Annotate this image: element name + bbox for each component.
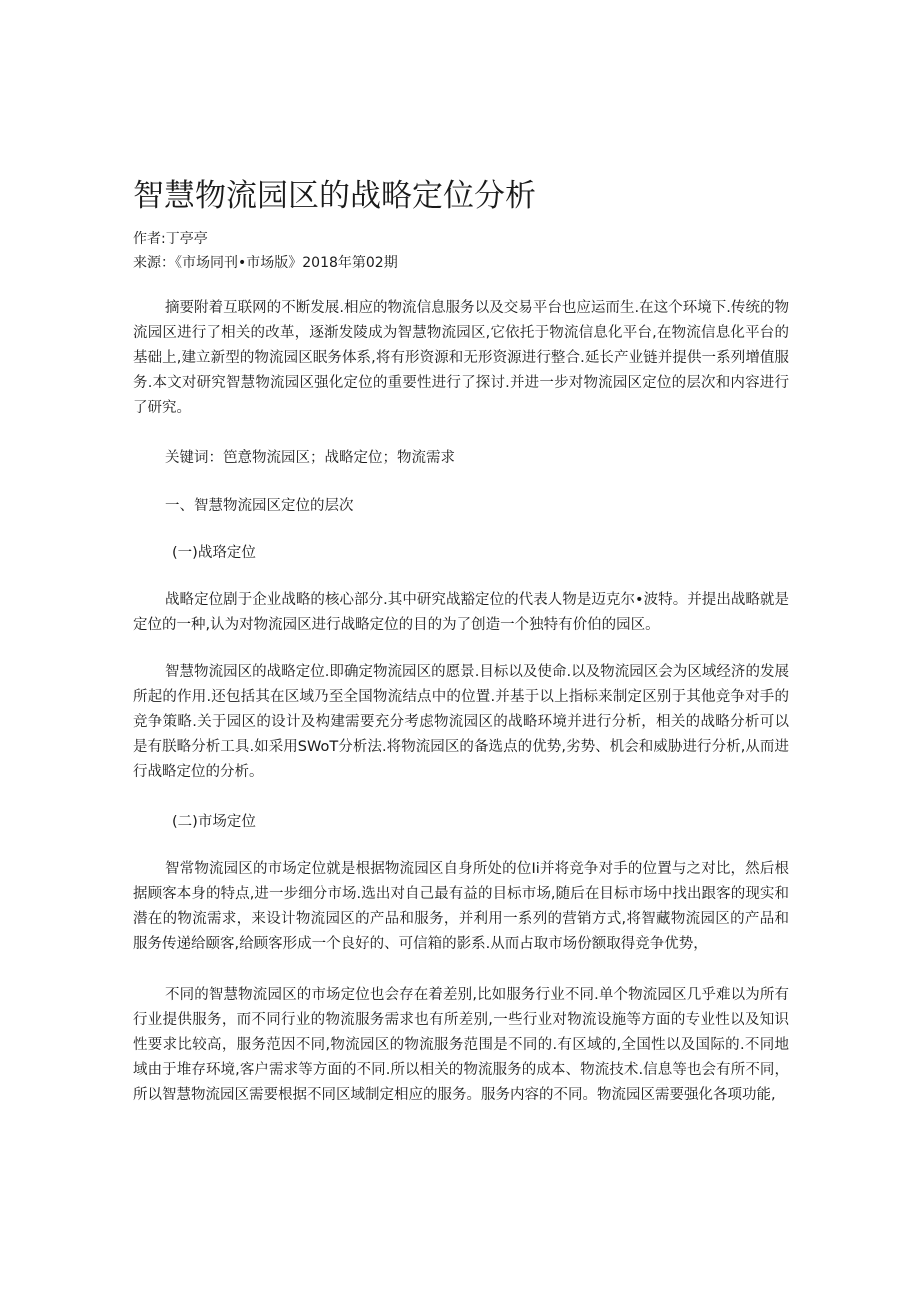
keywords-line: 关键词：笆意物流园区；战略定位；物流需求 [165,450,455,466]
market-paragraph-1: 智常物流园区的市场定位就是根据物流园区自身所处的位Ii并将竞争对手的位置与之对比，然后根据顾客本身的特点,进一步细分市场.选出对自己最有益的目标市场,随后在目标市场中找出跟客的现实和潜在的物流需求，来设计物流园区的产品和服务，并利用一系列的营销方式,将智藏物流园区的产品和服务传递给颐客,给顾客形成一个良好的、可信箱的影系.从而占取市场份额取得竞争优势， [133,861,789,952]
article-title: 智慧物流园区的战略定位分析 [133,178,536,214]
source-line: 来源：《市场同刊•市场版》2018年第02期 [133,255,398,271]
subheading-strategic-positioning: (一)战珞定位 [172,545,256,561]
strategy-paragraph-1: 战略定位剧于企业战略的核心部分.其中研究战豁定位的代表人物是迈克尔•波特。并提出战略就是定位的一种,认为对物流园区进行战略定位的目的为了创造一个独特有价伯的园区。 [133,592,789,633]
market-paragraph-2: 不同的智慧物流园区的市场定位也会存在着差别,比如服务行业不同.单个物流园区几乎难以为所有行业提供服务，而不同行业的物流服务需求也有所差别,一些行业对物流设施等方面的专业性以及知识性要求比较高，服务范因不同,物流园区的物流服务范围是不同的.有区域的,全国性以及国际的.不同地域由于堆存环境,客户需求等方面的不同.所以相关的物流服务的成本、物流技术.信息等也会有所不同，所以智慧物流园区需要根据不同区域制定相应的服务。服务内容的不同。物流园区需要强化各项功能, [133,987,789,1103]
abstract-paragraph: 摘要附着互联网的不断发展.相应的物流信息服务以及交易平台也应运而生.在这个环境下.传统的物流园区进行了相关的改革，逐渐发陵成为智慧物流园区,它依托于物流信息化平台,在物流信息化平台的基础上,建立新型的物流园区眠务体系,将有形资源和无形资源进行整合.延长产业链并提供一系列增值服务.本文对研究智慧物流园区强化定位的重要性进行了探讨.并进一步对物流园区定位的层次和内容进行了研究。 [133,300,789,416]
author-line: 作者:丁亭亭 [133,231,208,247]
subheading-market-positioning: (二)市场定位 [172,814,256,830]
section-heading-levels: 一、智慧物流园区定位的层次 [165,498,354,514]
strategy-paragraph-2: 智慧物流园区的战略定位.即确定物流园区的愿景.目标以及使命.以及物流园区会为区域经济的发展所起的作用.还包括其在区域乃至全国物流结点中的位置.并基于以上指标来制定区别于其他竞争对手的竞争策略.关于园区的设计及构建需要充分考虑物流园区的战略环境并进行分析，相关的战略分析可以是有朕略分析工具.如采用SWoT分析法.将物流园区的备选点的优势,劣势、机会和威胁进行分析,从而进行战略定位的分析。 [133,664,789,780]
